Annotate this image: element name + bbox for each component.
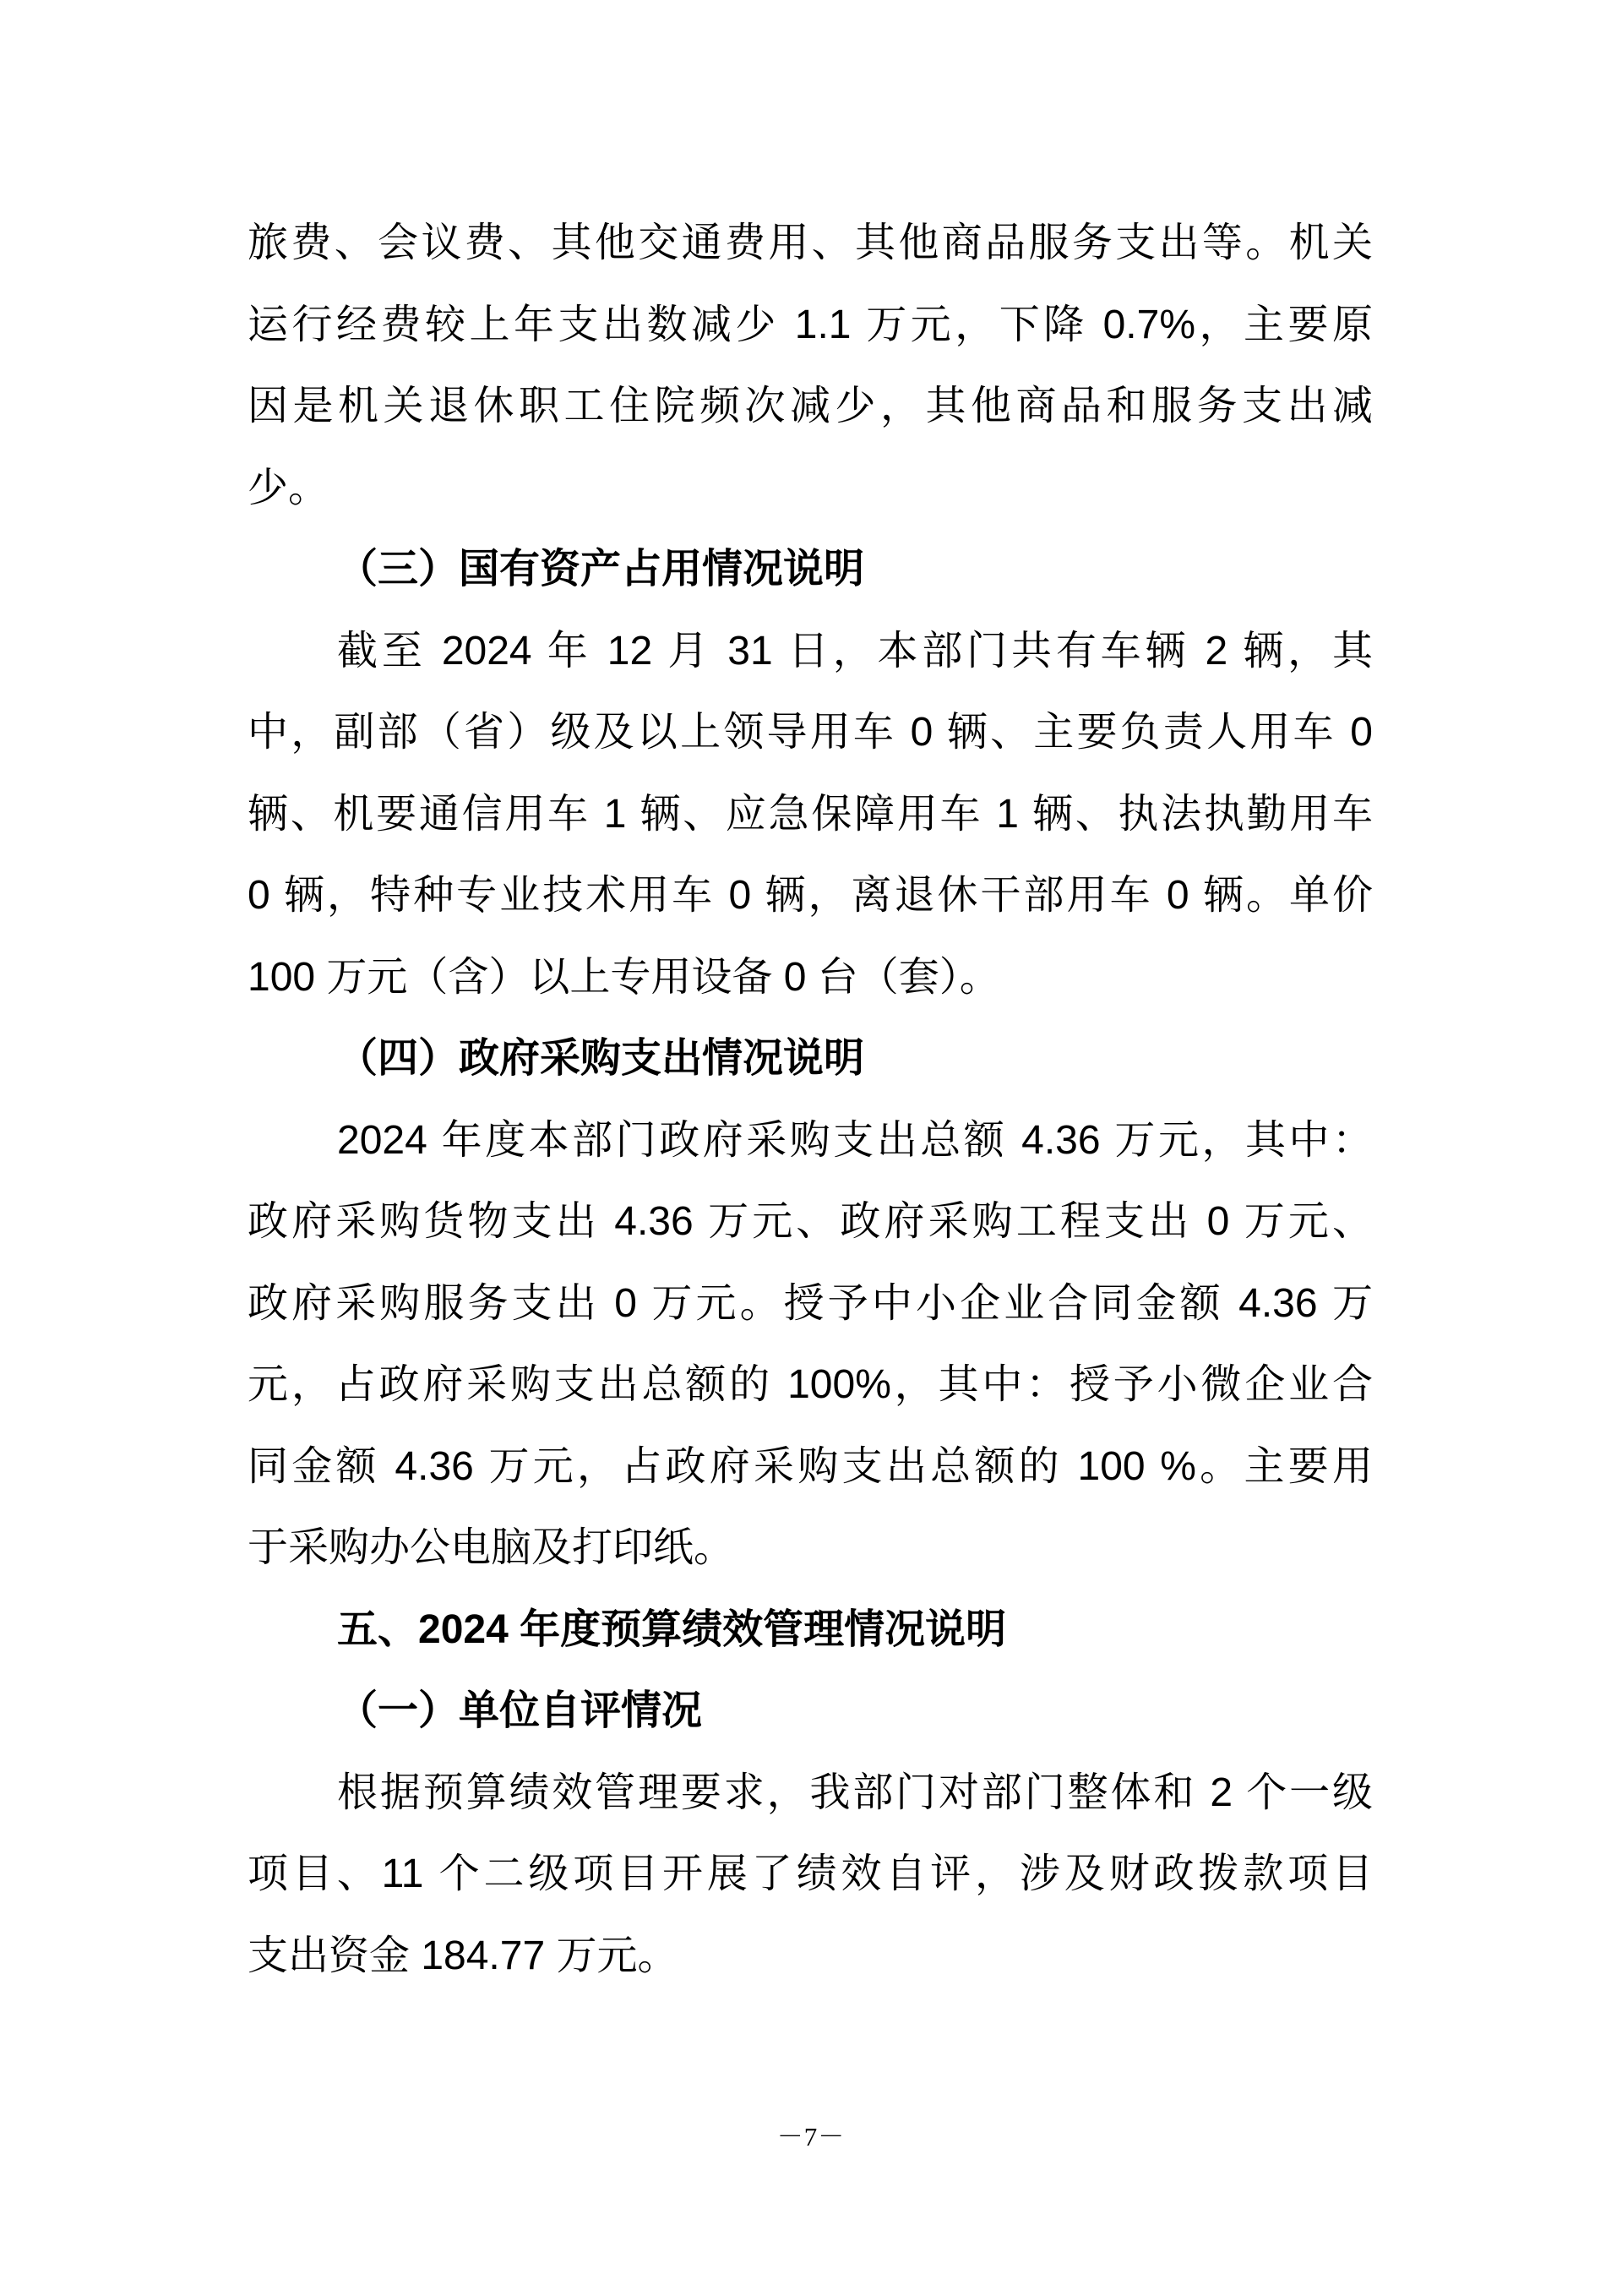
- body-line: 辆、机要通信用车 1 辆、应急保障用车 1 辆、执法执勤用车: [248, 791, 1373, 837]
- body-line: 元，占政府采购支出总额的 100%，其中：授予小微企业合: [248, 1362, 1373, 1407]
- body-line: 于采购办公电脑及打印纸。: [248, 1525, 735, 1570]
- page-footer: [0, 2115, 1622, 2153]
- body-line: 因是机关退休职工住院频次减少，其他商品和服务支出减: [248, 384, 1373, 428]
- body-line: 运行经费较上年支出数减少 1.1 万元，下降 0.7%，主要原: [248, 302, 1373, 347]
- body-line: 少。: [248, 465, 329, 510]
- body-line: 中，副部（省）级及以上领导用车 0 辆、主要负责人用车 0: [248, 710, 1373, 755]
- body-line: 0 辆，特种专业技术用车 0 辆，离退休干部用车 0 辆。单价: [248, 873, 1373, 918]
- body-line: 100 万元（含）以上专用设备 0 台（套）。: [248, 954, 1000, 1000]
- body-line: 截至 2024 年 12 月 31 日，本部门共有车辆 2 辆，其: [337, 628, 1373, 674]
- heading-gov-procurement: （四）政府采购支出情况说明: [337, 1036, 865, 1081]
- body-line: 支出资金 184.77 万元。: [248, 1933, 678, 1978]
- body-line: 项目、11 个二级项目开展了绩效自评，涉及财政拨款项目: [248, 1852, 1373, 1896]
- body-line: 政府采购服务支出 0 万元。授予中小企业合同金额 4.36 万: [248, 1280, 1373, 1326]
- page-number: －7－: [776, 2122, 846, 2151]
- heading-state-assets: （三）国有资产占用情况说明: [337, 547, 865, 592]
- body-line: 根据预算绩效管理要求，我部门对部门整体和 2 个一级: [337, 1770, 1373, 1815]
- body-line: 旅费、会议费、其他交通费用、其他商品服务支出等。机关: [248, 221, 1373, 265]
- body-line: 政府采购货物支出 4.36 万元、政府采购工程支出 0 万元、: [248, 1199, 1373, 1244]
- body-line: 2024 年度本部门政府采购支出总额 4.36 万元，其中：: [337, 1117, 1373, 1163]
- heading-self-evaluation: （一）单位自评情况: [337, 1688, 703, 1733]
- heading-budget-performance: 五、2024 年度预算绩效管理情况说明: [337, 1606, 1007, 1652]
- body-line: 同金额 4.36 万元，占政府采购支出总额的 100 %。主要用: [248, 1443, 1373, 1489]
- document-body: [248, 203, 1373, 1997]
